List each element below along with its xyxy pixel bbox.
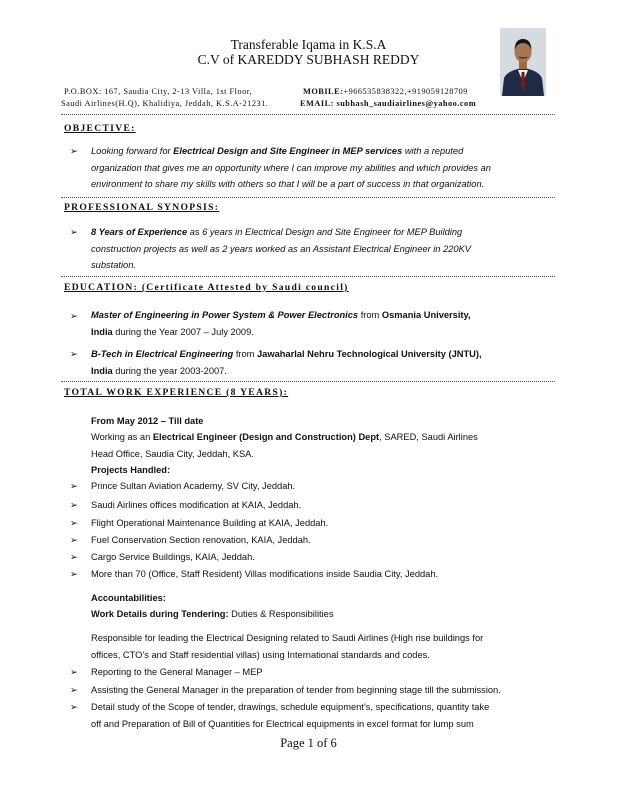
- duty-item: Assisting the General Manager in the preparation of tender from beginning stage till the submission.: [91, 685, 501, 695]
- cv-title: C.V of KAREDDY SUBHASH REDDY: [197, 52, 420, 67]
- project-item: Saudi Airlines offices modification at KAIA, Jeddah.: [91, 500, 302, 510]
- email: [300, 99, 476, 108]
- project-item: Prince Sultan Aviation Academy, SV City, Jeddah.: [91, 481, 296, 491]
- project-item: Cargo Service Buildings, KAIA, Jeddah.: [91, 552, 255, 562]
- education-divider: [61, 381, 555, 382]
- synopsis-divider: [61, 276, 555, 277]
- experience-heading: TOTAL WORK EXPERIENCE (8 YEARS):: [64, 387, 289, 398]
- project-item: More than 70 (Office, Staff Resident) Villas modifications inside Saudia City, Jeddah.: [91, 569, 439, 579]
- bullet-icon: ➢: [70, 349, 78, 359]
- objective-divider: [61, 197, 555, 198]
- tendering-line: Work Details during Tendering: Duties & Responsibilities: [91, 609, 334, 619]
- bullet-icon: ➢: [70, 311, 78, 321]
- duty-item: Reporting to the General Manager – MEP: [91, 667, 263, 677]
- bullet-icon: ➢: [70, 518, 78, 528]
- project-item: Fuel Conservation Section renovation, KAIA, Jeddah.: [91, 535, 311, 545]
- bullet-icon: ➢: [70, 481, 78, 491]
- profile-photo: [500, 28, 546, 96]
- page-number: Page 1 of 6: [280, 736, 337, 750]
- mobile-label: MOBILE:: [303, 87, 344, 96]
- duty-item: Detail study of the Scope of tender, drawings, schedule equipment’s, specifications, quantity take off and Preparation of Bill of Quantities for Electrical equipments in excel format for lump sum: [91, 702, 490, 729]
- period: From May 2012 – Till date: [91, 416, 204, 426]
- responsibility-text: Responsible for leading the Electrical Designing related to Saudi Airlines (High rise buildings for offices, CTO’s and Staff residential villas) using International standards and codes.: [91, 633, 484, 660]
- bullet-icon: ➢: [70, 685, 78, 695]
- objective-heading: OBJECTIVE:: [64, 123, 136, 134]
- synopsis-heading: PROFESSIONAL SYNOPSIS:: [64, 202, 220, 213]
- education-btech: B-Tech in Electrical Engineering from Jawaharlal Nehru Technological University (JNTU), India during the year 2003-2007.: [91, 349, 482, 376]
- bullet-icon: ➢: [70, 146, 78, 156]
- synopsis-text: 8 Years of Experience as 6 years in Electrical Design and Site Engineer for MEP Building construction projects as well as 2 years worked as an Assistant Electrical Engineer in 220KV substation.: [91, 227, 471, 270]
- mobile-value: +966535838322,+919059128709: [343, 87, 468, 96]
- address-line-2: Saudi Airlines(H.Q), Khalidiya, Jeddah, K.S.A-21231.: [61, 99, 269, 108]
- bullet-icon: ➢: [70, 535, 78, 545]
- current-role: Working as an Electrical Engineer (Design and Construction) Dept, SARED, Saudi Airlines Head Office, Saudia City, Jeddah, KSA.: [91, 432, 478, 459]
- mobile: [303, 87, 468, 96]
- header-divider: [61, 114, 555, 115]
- bullet-icon: ➢: [70, 552, 78, 562]
- transfer-note: Transferable Iqama in K.S.A: [230, 37, 387, 52]
- bullet-icon: ➢: [70, 500, 78, 510]
- bullet-icon: ➢: [70, 667, 78, 677]
- objective-text: Looking forward for Electrical Design and Site Engineer in MEP services with a reputed organization that gives me an opportunity where I can improve my abilities and which provides an environment to share my skills with others so that I will be a part of success in that organization.: [91, 146, 491, 189]
- address-line-1: P.O.BOX: 167, Saudia City, 2-13 Villa, 1st Floor,: [64, 87, 253, 96]
- projects-label: Projects Handled:: [91, 465, 171, 475]
- email-label: EMAIL:: [300, 99, 334, 108]
- education-heading: EDUCATION: (Certificate Attested by Saudi council): [64, 282, 349, 293]
- email-value: subhash_saudiairlines@yahoo.com: [336, 99, 477, 108]
- bullet-icon: ➢: [70, 569, 78, 579]
- project-item: Flight Operational Maintenance Building at KAIA, Jeddah.: [91, 518, 329, 528]
- accountabilities-label: Accountabilities:: [91, 593, 166, 603]
- bullet-icon: ➢: [70, 227, 78, 237]
- bullet-icon: ➢: [70, 702, 78, 712]
- education-masters: Master of Engineering in Power System & Power Electronics from Osmania University, India during the Year 2007 – July 2009.: [91, 310, 471, 337]
